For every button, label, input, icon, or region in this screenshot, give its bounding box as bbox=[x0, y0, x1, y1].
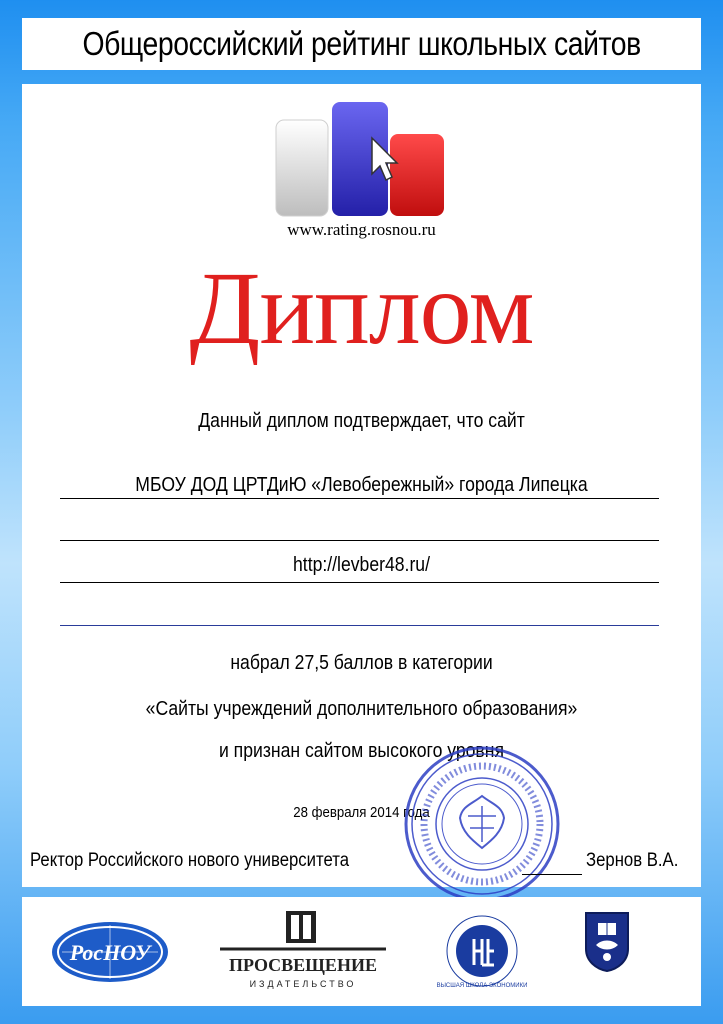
hse-logo-text: ВЫСШАЯ ШКОЛА ЭКОНОМИКИ bbox=[436, 983, 528, 989]
header-bar bbox=[22, 18, 701, 70]
underline bbox=[60, 625, 659, 626]
diploma-title: Диплом bbox=[189, 251, 534, 366]
rector-label: Ректор Российского нового университета bbox=[30, 850, 349, 871]
header-title: Общероссийский рейтинг школьных сайтов bbox=[82, 25, 641, 62]
confirm-text: Данный диплом подтверждает, что сайт bbox=[198, 410, 525, 432]
shield-logo bbox=[582, 909, 632, 973]
underline bbox=[60, 498, 659, 499]
rating-logo bbox=[274, 100, 446, 220]
rector-name: Зернов В.А. bbox=[586, 850, 679, 871]
level-text: и признан сайтом высокого уровня bbox=[218, 740, 505, 762]
official-stamp bbox=[402, 744, 562, 904]
underline bbox=[60, 540, 659, 541]
prosveshchenie-title: ПРОСВЕЩЕНИЕ bbox=[229, 955, 377, 975]
site-name: МБОУ ДОД ЦРТДиЮ «Левобережный» города Липецка bbox=[135, 474, 588, 496]
category-text: «Сайты учреждений дополнительного образования» bbox=[145, 698, 578, 720]
logo-url: www.rating.rosnou.ru bbox=[287, 220, 436, 239]
diploma-panel bbox=[22, 84, 701, 887]
signature-line bbox=[522, 874, 582, 875]
rosnou-logo-text: РосНОУ bbox=[69, 940, 151, 965]
prosveshchenie-logo bbox=[218, 909, 388, 991]
rosnou-logo bbox=[50, 919, 170, 985]
underline bbox=[60, 582, 659, 583]
prosveshchenie-subtitle: ИЗДАТЕЛЬСТВО bbox=[249, 979, 357, 989]
footer-logos bbox=[22, 897, 701, 1006]
site-url: http://levber48.ru/ bbox=[293, 554, 430, 576]
hse-logo bbox=[436, 911, 528, 991]
score-text: набрал 27,5 баллов в категории bbox=[230, 652, 493, 674]
date-text: 28 февраля 2014 года bbox=[293, 804, 430, 821]
